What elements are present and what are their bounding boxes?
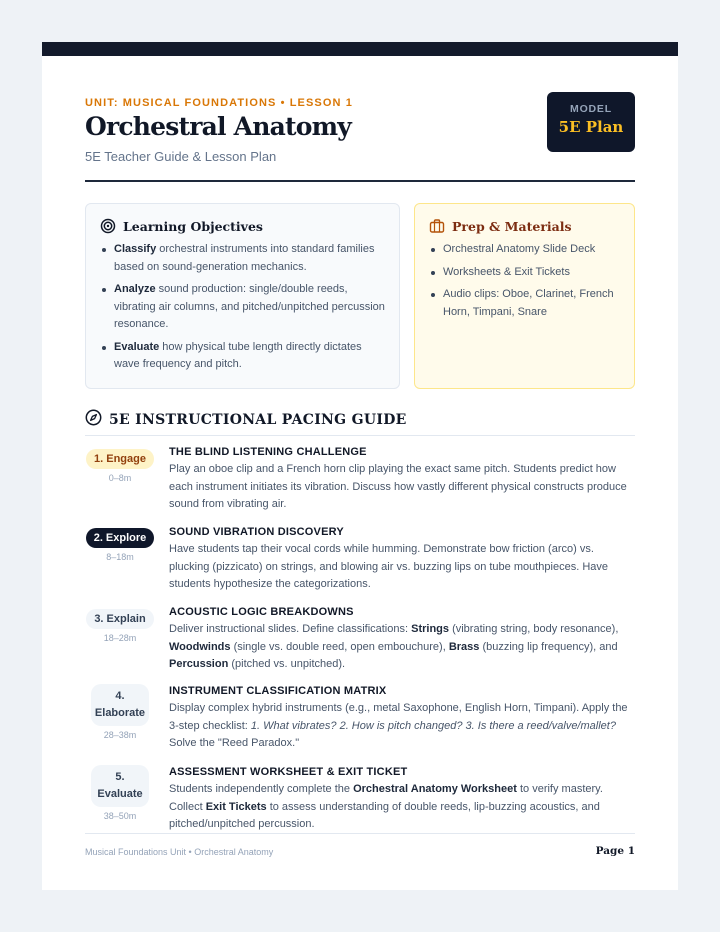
- objectives-list: [100, 241, 385, 374]
- objectives-title: Learning Objectives: [123, 218, 263, 234]
- phase-time: 18–28m: [103, 633, 137, 643]
- pacing-guide-header: [85, 409, 635, 431]
- phase-time: 38–50m: [103, 811, 137, 821]
- phase-badge: 4. Elaborate: [91, 684, 149, 726]
- badge-label: MODEL: [570, 103, 612, 115]
- step-description: Deliver instructional slides. Define classifications: Strings (vibrating string, body resonance), Woodwinds (single vs. double reed, open embouchure), Brass (buzzing lip frequency), and Percussion (pitched vs. unpitched).: [169, 623, 619, 670]
- learning-objectives-card: [85, 203, 400, 389]
- phase-badge: 1. Engage: [86, 449, 154, 469]
- header-divider: [85, 180, 635, 182]
- footer-text: Musical Foundations Unit • Orchestral Anatomy: [85, 847, 274, 857]
- page-title: Orchestral Anatomy: [85, 112, 352, 141]
- phase-badge: 2. Explore: [86, 528, 155, 548]
- material-item: Audio clips: Oboe, Clarinet, French Horn, Timpani, Snare: [429, 286, 620, 321]
- step-description: Play an oboe clip and a French horn clip playing the exact same pitch. Students predict how each instrument initiates its vibration. Discuss how vastly different physical constructs produce sound from vibrating air.: [169, 463, 627, 510]
- step-description: Students independently complete the Orchestral Anatomy Worksheet to verify mastery. Collect Exit Tickets to assess understanding of double reeds, lip-buzzing acoustics, and pitched/unpitched percussion.: [169, 783, 603, 830]
- prep-title: Prep & Materials: [452, 218, 572, 234]
- section-divider: [85, 435, 635, 436]
- step-description: Have students tap their vocal cords while humming. Demonstrate bow friction (arco) vs. plucking (pizzicato) on strings, and blowing air vs. buzzing lips on tube mouthpieces. Have students hypothesize the categorizations.: [169, 543, 609, 590]
- phase-time: 8–18m: [106, 552, 134, 562]
- model-badge: [547, 92, 635, 152]
- step-title: SOUND VIBRATION DISCOVERY: [169, 526, 344, 538]
- objective-item: Evaluate how physical tube length directly dictates wave frequency and pitch.: [100, 339, 385, 374]
- phase-time: 0–8m: [108, 473, 132, 483]
- unit-eyebrow: UNIT: MUSICAL FOUNDATIONS • LESSON 1: [85, 97, 353, 109]
- compass-icon: [85, 409, 102, 431]
- phase-badge: 5. Evaluate: [91, 765, 149, 807]
- material-item: Orchestral Anatomy Slide Deck: [429, 241, 620, 259]
- page-number: Page 1: [595, 845, 635, 857]
- briefcase-icon: [429, 218, 445, 234]
- footer-divider: [85, 833, 635, 834]
- page-subtitle: 5E Teacher Guide & Lesson Plan: [85, 149, 277, 164]
- prep-materials-card: [414, 203, 635, 389]
- phase-badge: 3. Explain: [86, 609, 153, 629]
- lesson-plan-page: [42, 42, 678, 890]
- step-title: INSTRUMENT CLASSIFICATION MATRIX: [169, 685, 387, 697]
- objective-item: Analyze sound production: single/double reeds, vibrating air columns, and pitched/unpitched percussion resonance.: [100, 281, 385, 334]
- materials-list: [429, 241, 620, 321]
- step-description: Display complex hybrid instruments (e.g., metal Saxophone, English Horn, Timpani). Apply the 3-step checklist: 1. What vibrates? 2. How is pitch changed? 3. Is there a reed/valve/mallet? Solve the "Reed Paradox.": [169, 702, 628, 749]
- material-item: Worksheets & Exit Tickets: [429, 264, 620, 282]
- step-title: THE BLIND LISTENING CHALLENGE: [169, 446, 367, 458]
- step-title: ASSESSMENT WORKSHEET & EXIT TICKET: [169, 766, 408, 778]
- objective-item: Classify orchestral instruments into standard families based on sound-generation mechanics.: [100, 241, 385, 276]
- badge-value: 5E Plan: [558, 118, 624, 136]
- phase-time: 28–38m: [103, 730, 137, 740]
- pacing-guide-title: 5E INSTRUCTIONAL PACING GUIDE: [109, 412, 407, 428]
- target-icon: [100, 218, 116, 234]
- step-title: ACOUSTIC LOGIC BREAKDOWNS: [169, 606, 354, 618]
- top-bar: [42, 42, 678, 56]
